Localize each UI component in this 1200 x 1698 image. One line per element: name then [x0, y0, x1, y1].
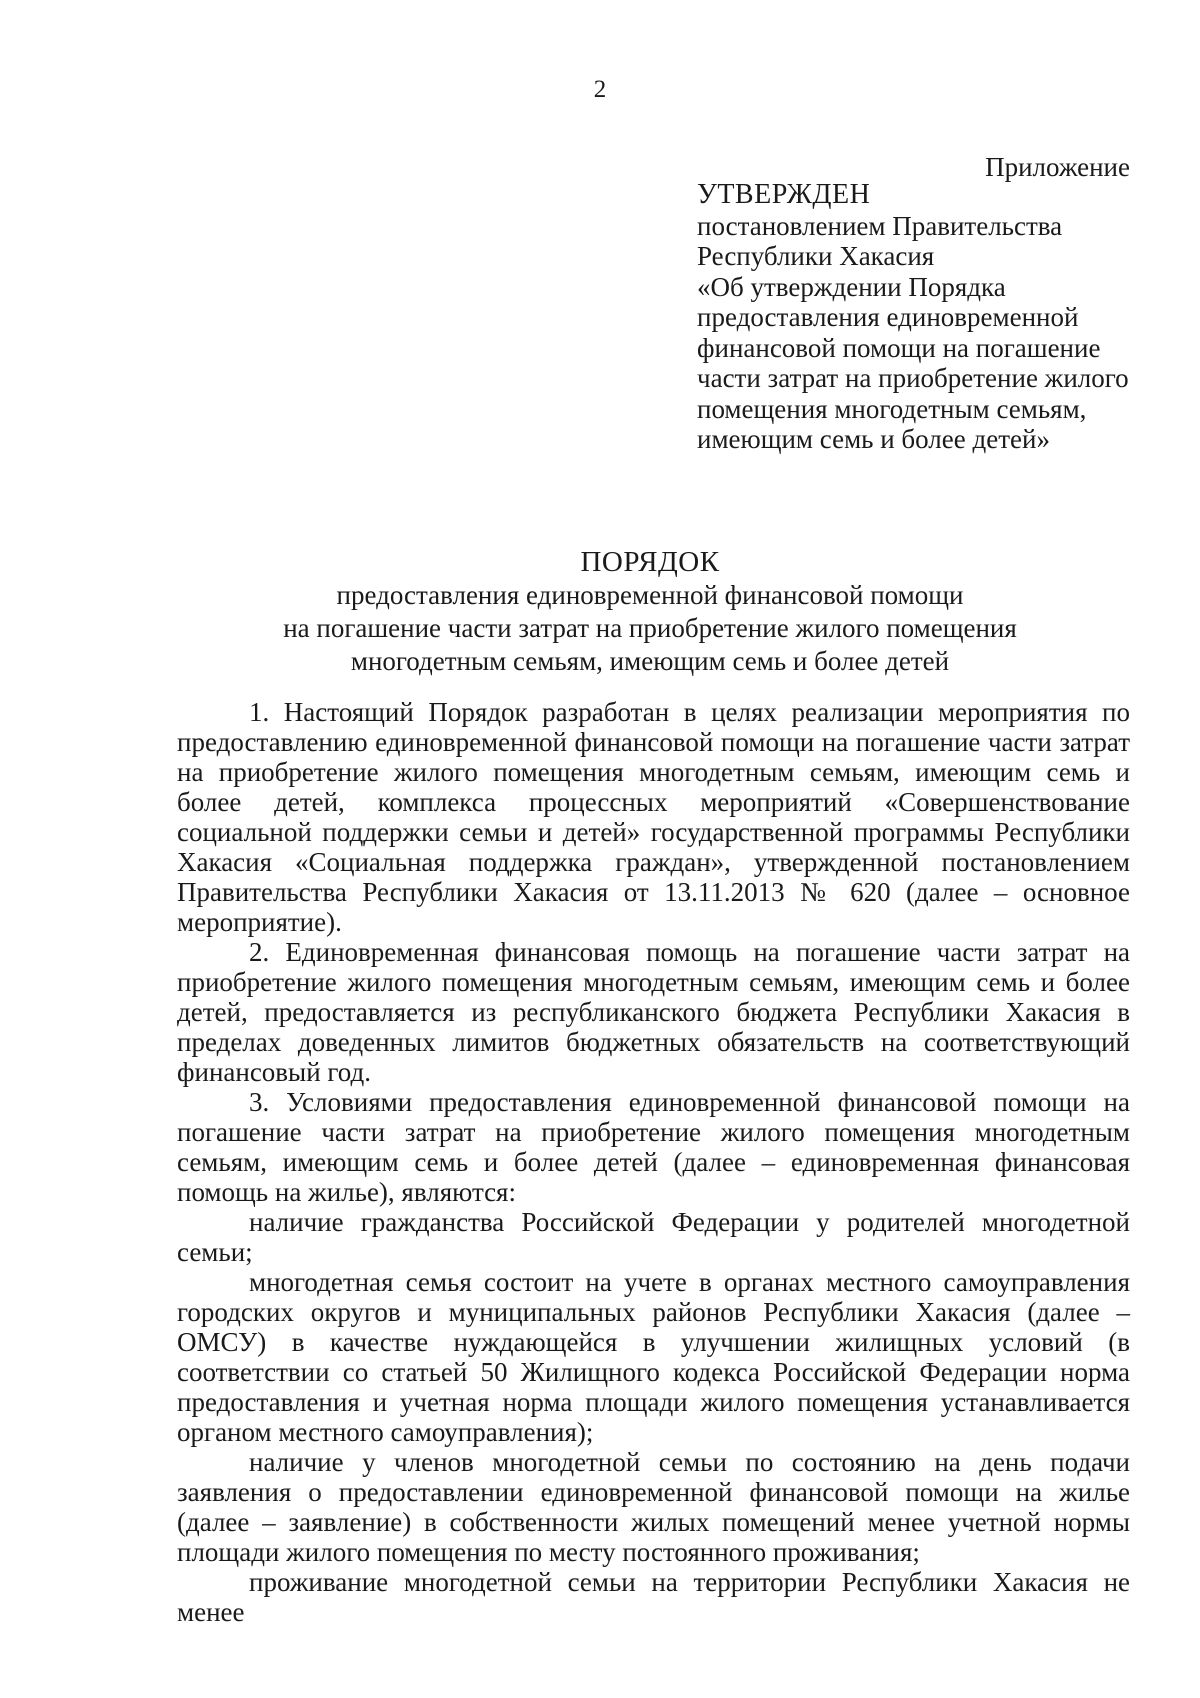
title-line: предоставления единовременной финансовой помощи	[336, 580, 964, 610]
approval-line: Республики Хакасия	[697, 241, 935, 271]
approval-line: «Об утверждении Порядка	[697, 271, 1006, 302]
approval-line: помещения многодетным семьям,	[697, 393, 1087, 424]
paragraph-1: 1. Настоящий Порядок разработан в целях реализации мероприятия по предоставлению единовременной финансовой помощи на погашение части затрат на приобретение жилого помещения многодетным семьям, имеющим семь и более детей, комплекса процессных мероприятий «Совершенствование социальной поддержки семьи и детей» государственной программы Республики Хакасия «Социальная поддержка граждан», утвержденной постановлением Правительства Республики Хакасия от 13.11.2013 № 620 (далее – основное мероприятие).	[177, 697, 1130, 937]
approval-line: предоставления единовременной	[697, 302, 1079, 332]
document-title	[0, 546, 1200, 678]
condition-citizenship: наличие гражданства Российской Федерации у родителей многодетной семьи;	[177, 1207, 1130, 1267]
condition-registration: многодетная семья состоит на учете в органах местного самоуправления городских округов и муниципальных районов Республики Хакасия (далее – ОМСУ) в качестве нуждающейся в улучшении жилищных условий (в соответствии со статьей 50 Жилищного кодекса Российской Федерации норма предоставления и учетная норма площади жилого помещения устанавливается органом местного самоуправления);	[177, 1267, 1130, 1447]
approval-block	[697, 180, 1157, 455]
condition-housing-norm: наличие у членов многодетной семьи по состоянию на день подачи заявления о предоставлении единовременной финансовой помощи на жилье (далее – заявление) в собственности жилых помещений менее учетной нормы площади жилого помещения по месту постоянного проживания;	[177, 1447, 1130, 1567]
title-main: ПОРЯДОК	[580, 546, 720, 578]
approval-line: постановлением Правительства	[697, 210, 1063, 241]
approval-line: финансовой помощи на погашение	[697, 332, 1101, 363]
paragraph-3: 3. Условиями предоставления единовременной финансовой помощи на погашение части затрат на приобретение жилого помещения многодетным семьям, имеющим семь и более детей (далее – единовременная финансовая помощь на жилье), являются:	[177, 1087, 1130, 1207]
page-number: 2	[593, 76, 607, 103]
document-body	[177, 697, 1130, 1627]
approval-heading: УТВЕРЖДЕН	[697, 179, 871, 210]
title-line: на погашение части затрат на приобретение жилого помещения	[283, 613, 1017, 643]
approval-line: имеющим семь и более детей»	[697, 424, 1050, 454]
appendix-label: Приложение	[985, 152, 1130, 182]
title-line: многодетным семьям, имеющим семь и более детей	[350, 646, 950, 676]
approval-line: части затрат на приобретение жилого	[697, 363, 1129, 393]
paragraph-2: 2. Единовременная финансовая помощь на погашение части затрат на приобретение жилого помещения многодетным семьям, имеющим семь и более детей, предоставляется из республиканского бюджета Республики Хакасия в пределах доведенных лимитов бюджетных обязательств на соответствующий финансовый год.	[177, 937, 1130, 1087]
condition-residence: проживание многодетной семьи на территории Республики Хакасия не менее	[177, 1567, 1130, 1627]
